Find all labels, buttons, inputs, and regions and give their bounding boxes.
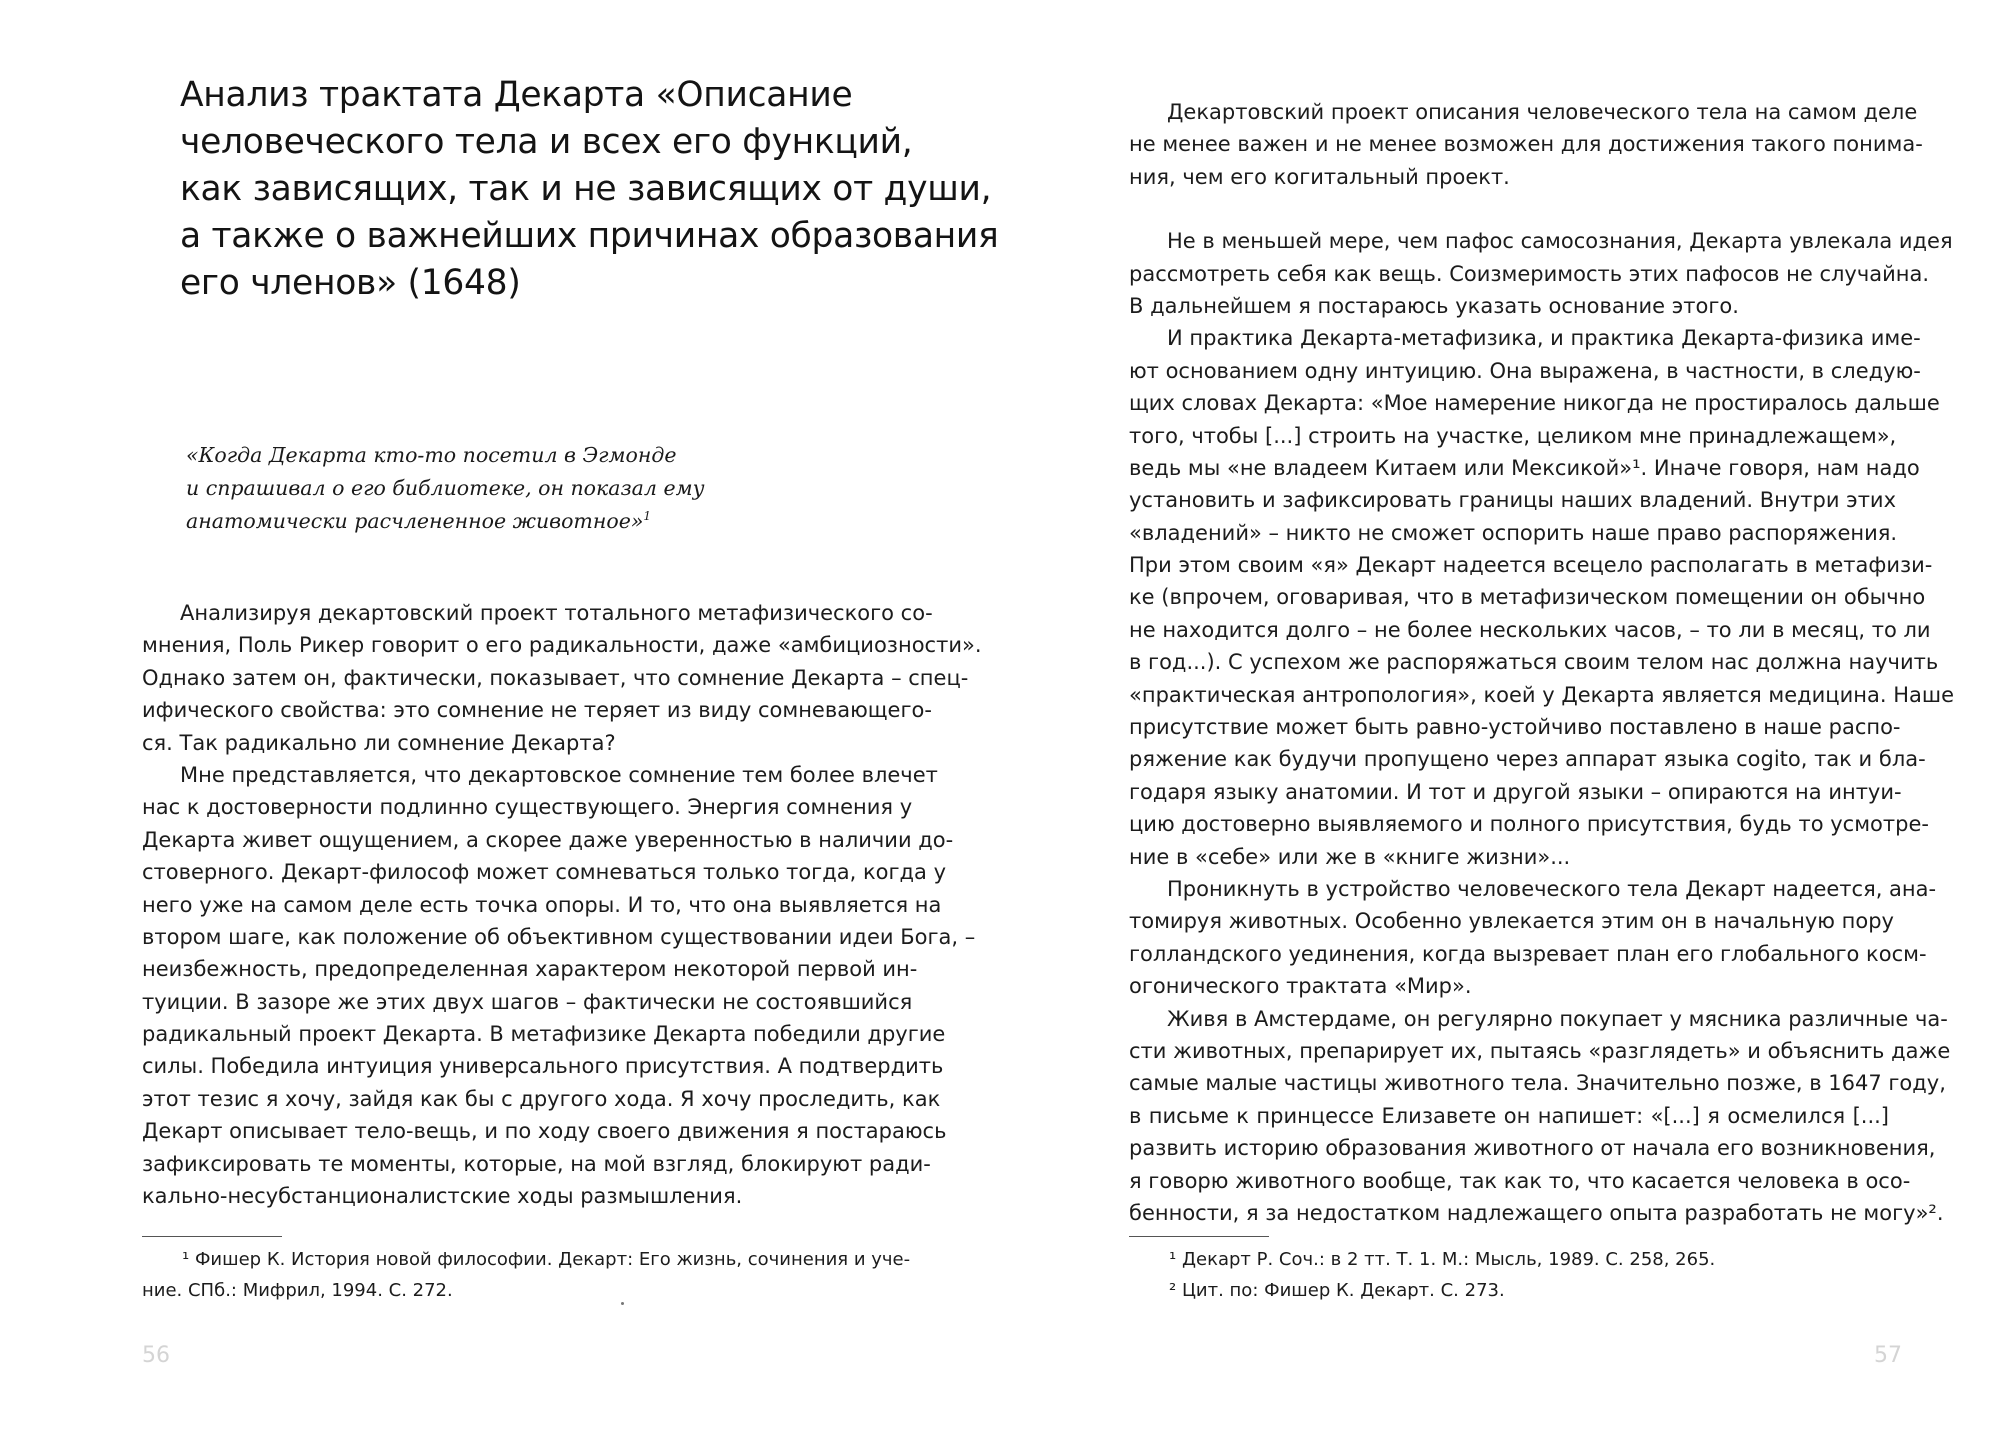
body-text-line: кально-несубстанционалистские ходы размышления.	[142, 1184, 743, 1209]
body-text-line: Однако затем он, фактически, показывает, что сомнение Декарта – спец-	[142, 665, 969, 690]
body-text-line: этот тезис я хочу, зайдя как бы с другого хода. Я хочу проследить, как	[142, 1086, 941, 1111]
body-text-line: ифического свойства: это сомнение не теряет из виду сомневающего-	[142, 698, 932, 723]
body-text-line: зафиксировать те моменты, которые, на мой взгляд, блокируют ради-	[142, 1151, 931, 1176]
body-text-line: Живя в Амстердаме, он регулярно покупает у мясника различные ча-	[1167, 1006, 1948, 1031]
footnote-ref: 1	[643, 509, 652, 524]
body-text-line: присутствие может быть равно-устойчиво поставлено в наше распо-	[1129, 715, 1901, 740]
body-text-line: ние в «себе» или же в «книге жизни»...	[1129, 844, 1571, 869]
body-text-line: В дальнейшем я постараюсь указать основание этого.	[1129, 293, 1739, 318]
body-text-line: щих словах Декарта: «Мое намерение никогда не простиралось дальше	[1129, 391, 1940, 416]
page-speck	[621, 1302, 624, 1305]
chapter-title	[180, 72, 999, 307]
epigraph-line: «Когда Декарта кто-то посетил в Эгмонде	[186, 443, 677, 467]
body-text-line: И практика Декарта-метафизика, и практика Декарта-физика име-	[1167, 326, 1921, 351]
body-text-line: Декарт описывает тело-вещь, и по ходу своего движения я постараюсь	[142, 1119, 947, 1144]
right-body-text	[1129, 96, 1954, 1229]
body-text-line: радикальный проект Декарта. В метафизике Декарта победили другие	[142, 1022, 946, 1047]
body-text-line: При этом своим «я» Декарт надеется всецело располагать в метафизи-	[1129, 553, 1933, 578]
body-text-line: сти животных, препарирует их, пытаясь «разглядеть» и объяснить даже	[1129, 1038, 1951, 1063]
epigraph-line	[186, 505, 886, 538]
body-text-line: установить и зафиксировать границы наших владений. Внутри этих	[1129, 488, 1897, 513]
chapter-title-line: а также о важнейших причинах образования	[180, 216, 999, 256]
footnote-line: ¹ Декарт Р. Соч.: в 2 тт. Т. 1. М.: Мысль, 1989. С. 258, 265.	[1169, 1249, 1716, 1270]
body-text-line: не находится долго – не более нескольких часов, – то ли в месяц, то ли	[1129, 617, 1931, 642]
body-text-line: в год...). С успехом же распоряжаться своим телом нас должна научить	[1129, 650, 1939, 675]
body-text-line: в письме к принцессе Елизавете он напишет: «[...] я осмелился [...]	[1129, 1103, 1889, 1128]
body-text-line: ния, чем его когитальный проект.	[1129, 164, 1510, 189]
footnote-divider	[1129, 1236, 1269, 1237]
left-footnotes	[142, 1244, 911, 1306]
body-text-line: мнения, Поль Рикер говорит о его радикальности, даже «амбициозности».	[142, 633, 982, 658]
body-text-line: неизбежность, предопределенная характером некоторой первой ин-	[142, 957, 918, 982]
body-text-line: развить историю образования животного от начала его возникновения,	[1129, 1136, 1936, 1161]
body-text-line: голландского уединения, когда вызревает план его глобального косм-	[1129, 941, 1927, 966]
epigraph-line-text: анатомически расчлененное животное»	[186, 509, 644, 533]
page-number: 56	[142, 1343, 170, 1368]
chapter-title-line: Анализ трактата Декарта «Описание	[180, 75, 853, 115]
body-text-line: Декарта живет ощущением, а скорее даже уверенностью в наличии до-	[142, 827, 954, 852]
footnote-line: ¹ Фишер К. История новой философии. Декарт: Его жизнь, сочинения и уче-	[182, 1249, 911, 1270]
body-text-line: самые малые частицы животного тела. Значительно позже, в 1647 году,	[1129, 1071, 1946, 1096]
body-text-line: него уже на самом деле есть точка опоры. И то, что она выявляется на	[142, 892, 942, 917]
epigraph	[186, 439, 886, 538]
body-text-line: туиции. В зазоре же этих двух шагов – фактически не состоявшийся	[142, 989, 913, 1014]
body-text-line: того, чтобы [...] строить на участке, целиком мне принадлежащем»,	[1129, 423, 1897, 448]
chapter-title-line: человеческого тела и всех его функций,	[180, 122, 913, 162]
body-text-line: ведь мы «не владеем Китаем или Мексикой»¹. Иначе говоря, нам надо	[1129, 455, 1920, 480]
footnote-line: ² Цит. по: Фишер К. Декарт. С. 273.	[1169, 1280, 1505, 1301]
body-text-line: Не в меньшей мере, чем пафос самосознания, Декарта увлекала идея	[1167, 229, 1953, 254]
body-text-line: Декартовский проект описания человеческого тела на самом деле	[1167, 100, 1918, 124]
body-text-line: ряжение как будучи пропущено через аппарат языка cogito, так и бла-	[1129, 747, 1926, 772]
body-text-line: ют основанием одну интуицию. Она выражена, в частности, в следую-	[1129, 358, 1921, 383]
body-text-line: огонического трактата «Мир».	[1129, 974, 1472, 999]
body-text-line: бенности, я за недостатком надлежащего опыта разработать не могу»².	[1129, 1200, 1944, 1225]
footnote-line: ние. СПб.: Мифрил, 1994. С. 272.	[142, 1280, 453, 1301]
body-text-line: цию достоверно выявляемого и полного присутствия, будь то усмотре-	[1129, 812, 1929, 837]
footnote-divider	[142, 1236, 282, 1237]
body-text-line: нас к достоверности подлинно существующего. Энергия сомнения у	[142, 795, 913, 820]
page-number: 57	[1874, 1343, 1902, 1368]
body-text-line: «владений» – никто не сможет оспорить наше право распоряжения.	[1129, 520, 1898, 545]
body-text-line: не менее важен и не менее возможен для достижения такого понима-	[1129, 132, 1923, 157]
chapter-title-line: как зависящих, так и не зависящих от души,	[180, 169, 992, 209]
epigraph-line: и спрашивал о его библиотеке, он показал ему	[186, 476, 705, 500]
body-text-line: годаря языку анатомии. И тот и другой языки – опираются на интуи-	[1129, 779, 1902, 804]
left-body-text	[142, 597, 982, 1212]
right-page	[1000, 0, 2000, 1436]
body-text-line: силы. Победила интуиция универсального присутствия. А подтвердить	[142, 1054, 944, 1079]
paragraph-gap	[1129, 193, 1889, 225]
body-text-line: рассмотреть себя как вещь. Соизмеримость этих пафосов не случайна.	[1129, 261, 1930, 286]
body-text-line: ся. Так радикально ли сомнение Декарта?	[142, 730, 616, 755]
body-text-line: Мне представляется, что декартовское сомнение тем более влечет	[180, 762, 938, 787]
body-text-line: томируя животных. Особенно увлекается этим он в начальную пору	[1129, 909, 1894, 934]
body-text-line: «практическая антропология», коей у Декарта является медицина. Наше	[1129, 682, 1954, 707]
body-text-line: ке (впрочем, оговаривая, что в метафизическом помещении он обычно	[1129, 585, 1926, 610]
body-text-line: я говорю животного вообще, так как то, что касается человека в осо-	[1129, 1168, 1911, 1193]
right-footnotes	[1129, 1244, 1889, 1306]
body-text-line: Анализируя декартовский проект тотального метафизического со-	[180, 601, 933, 625]
body-text-line: стоверного. Декарт-философ может сомневаться только тогда, когда у	[142, 860, 947, 885]
chapter-title-line: его членов» (1648)	[180, 263, 521, 303]
body-text-line: втором шаге, как положение об объективном существовании идеи Бога, –	[142, 924, 976, 949]
body-text-line: Проникнуть в устройство человеческого тела Декарт надеется, ана-	[1167, 876, 1937, 901]
